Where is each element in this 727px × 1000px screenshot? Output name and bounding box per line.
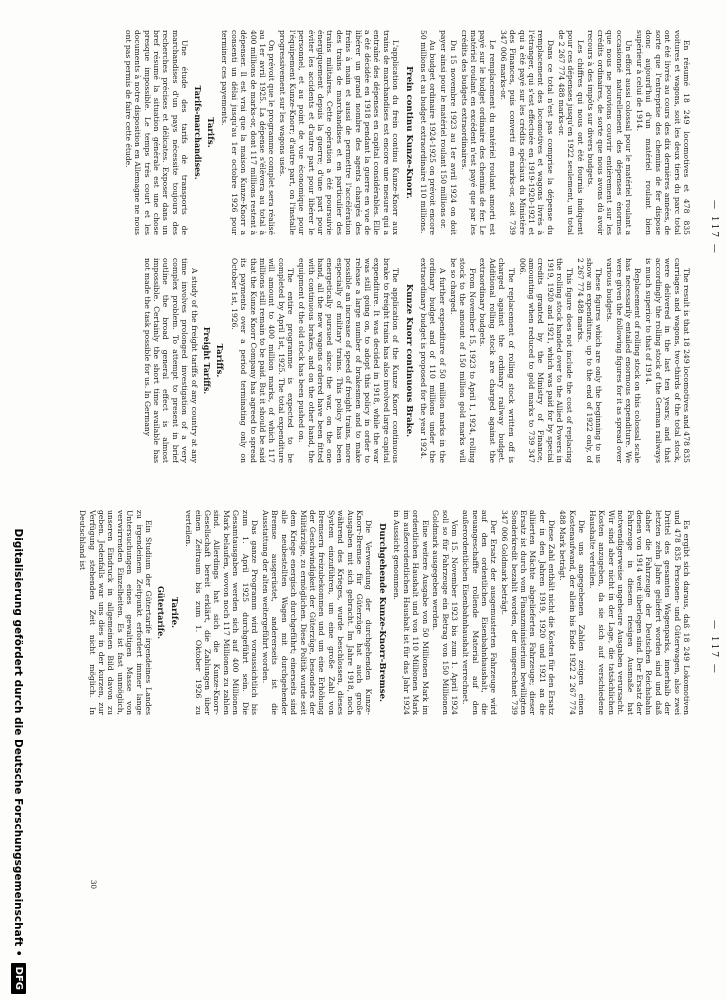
paragraph: The application of the Kunze Knorr continuous brake to freight trains has also involved large capital expenditure. It was decided in 1918, while the war was still going on, to adopt this policy in order to release a large number of brakesmen and to make possible an increase of speed of freight trains, more especially of military trains. This policy has been energetically pursued since the war, on the one hand, all the new wagons ordered have been fitted with continuous brakes, and on the other hand, the equipment of the old stock has been pushed on.	[297, 258, 401, 463]
paragraph: The result is that 18 249 locomotives and 478 835 carriages and wagons, two-thirds of the total stock, were delivered in the last ten years; and that accordingly the rolling stock of the German railways is much superior to that of 1914.	[644, 258, 691, 463]
paragraph: Au budget ordinaire 1924-1925 on prévoit encore 50 millions et au budget extraordinaire 110 millions.	[419, 30, 438, 235]
folio-number: 30	[89, 880, 97, 889]
paragraph: Ein Studium der Gütertarife irgendeines Landes zu irgendeinem Zeitpunkt erfordert immer lange Untersuchungen eines gewaltigen Masse von verwirrenden Einzelheiten. Es ist fast unmöglich, unseren Eindruck in allgemeinen Bild davon zu geben. Jedenfalls war uns dies in der kurzen, zur Verfügung stehenden Zeit nicht möglich. In Deutschland ist	[78, 510, 154, 715]
paragraph: The replacement of rolling stock written off is charged against the ordinary railway budget. Additional rolling stock are charged against the extraordinary budgets.	[478, 258, 516, 463]
french-column	[51, 30, 691, 235]
paragraph: Dans ce total n'est pas comprise la dépense du remplacement des locomotives et wagons livrés à l'étranger, qui s'est effectuée en 1919-1920-1921 et qui a été payé sur les crédits spéciaux du Ministère des Finances, puis converti en marks-or, soit 739 347 006 marks-or.	[498, 30, 555, 235]
section-heading: Tarifs.	[205, 117, 215, 148]
section-heading: Tariffs.	[214, 343, 225, 378]
paragraph: Eine weitere Ausgabe von 50 Millionen Mark im ordentlichen Haushalt und von 110 Millionen Mark im außerordentlichen Haushalt ist für das Jahr 1924 in Aussicht genommen.	[392, 510, 430, 715]
paragraph: A further expenditure of 50 million marks in the ordinary budget and of 110 millions under the extraordinary budget is proposed for the year 1924.	[419, 258, 447, 463]
paragraph: Die uns angegebenen Zahlen zeigen einen Kostenaufwand, der allein bis Ende 1922 2 267 774 488 Mark beträgt.	[558, 510, 587, 715]
footer-credit-text: Digitalisierung gefördert durch die Deutsche Forschungsgemeinschaft •	[12, 528, 25, 957]
paragraph: On prévoit que le programme complet sera réalisé au 1er avril 1925. La dépense s'élèvera au total à 400 millions de marks-or, dont 117 millions restent à dépenser. Il est vrai que la maison Kunze-Knorr a consenti un délai jusqu'au 1er octobre 1926 pour terminer ces payements.	[220, 30, 277, 235]
subsection-heading: Tarifs-marchandises.	[192, 85, 203, 180]
paragraph: Das ganze Programm wird voraussichtlich bis zum 1. April 1925 durchgeführt sein. Die Gesamtausgaben werden sich auf 400 Millionen Mark belaufen, wovon noch 117 Millionen zu zahlen sind. Allerdings hat sich die Kunze-Knorr-Gesellschaft bereit erklärt, die Zahlungen über einen Zeitraum bis zum 1. Oktober 1926 zu verteilen.	[184, 510, 260, 715]
paragraph: Diese Zahl enthält nicht die Kosten für den Ersatz der in den Jahren 1919, 1920 und 1921 an die alliierten Mächte abgelieferten Fahrzeuge; dieser Ersatz ist durch vom Finanzministerium bewilligten Sonderkredit bezahlt worden, der umgerechnet 739 347 006 Goldmark beträgt.	[500, 510, 557, 715]
german-column	[51, 510, 691, 715]
section-heading: Durchgehende Kunze-Knorr-Bremse.	[376, 522, 387, 703]
paragraph: A study of the freight tariffs of any country at any time involves prolonged investigation of a very complex problem. To attempt to present in brief outline the broad general effect is almost impossible. Certainly the short time available has not made the task possible for us. In Germany	[142, 258, 199, 463]
paragraph: Es ergibt sich daraus, daß 18 249 Lokomotiven und 478 835 Personen- und Güterwagen, also zwei Drittel des gesamten Wagenparks, innerhalb der letzten zehn Jahre geliefert worden sind und daß daher die Fahrzeuge der Deutschen Reichsbahn denen von 1914 weit überlegen sind. Der Ersatz der Fahrzeuge in diesem riesigen Ausmaße hat notwendigerweise ungeheure Ausgaben verursacht. Wir sind aber nicht in der Lage, die tatsächlichen Kosten anzugeben, da sie sich auf verschiedene Haushalte verteilen.	[587, 510, 691, 715]
paragraph: These figures which are only the beginning to us show an expenditure, up to the end of 1922 only, of 2 267 774 488 marks.	[575, 258, 604, 463]
paragraph: Die Verwendung der durchgehenden Kunze-Knorr-Bremse für Güterzüge hat auch große Ausgaben mit sich gebracht. Im Jahre 1918, noch während des Krieges, wurde beschlossen, dieses System einzuführen, um eine große Zahl von Bremsern freizubekommen und um eine Erhöhung der Geschwindigkeit der Güterzüge, besonders der Militärzüge, zu ermöglichen. Diese Politik wurde seit dem Kriege energisch durchgeführt; einerseits sind alle neubestellten Wagen mit durchgehender Bremse ausgerüstet, andererseits ist die Ausstattung der alten weitergeführt worden.	[261, 510, 374, 715]
paragraph: En résumé 18 249 locomotives et 478 835 voitures et wagons, soit les deux tiers du parc total ont été livrés au cours des dix dernières années, de sorte que l'entreprise des chemins de fer dispose donc aujourd'hui d'un matériel roulant bien supérieur à celui de 1914.	[634, 30, 691, 235]
paragraph: Du 15 novembre 1923 au 1er avril 1924 on doit payer ainsi pour le matériel roulant 150 millions or.	[439, 30, 458, 235]
paragraph: The entire programme is expected to be completed by April 1st, 1925. The total expenditure will amount to 400 million marks, of which 117 millions still remain to be paid. But it should be said that the Kunze Knorr Company has agreed to spread its payments over a period terminating only on October 1st, 1926.	[229, 258, 296, 463]
paragraph: This figure does not include the cost of replacing the rolling stock handed over to the Allied Powers in 1919, 1920 and 1921, which was paid for by special credits granted by the Ministry of Finance, amounting when reduced to gold marks to 739 347 006.	[517, 258, 574, 463]
paragraph: Les chiffres qui nous ont été fournis indiquent pour ces dépenses jusqu'en 1922 seulement, un total de 2 267 774 488 marks-or.	[556, 30, 585, 235]
english-column	[51, 258, 691, 463]
paragraph: From November 15, 1923 to April 1, 1924, rolling stock to the amount of 150 million gold marks will be so charged.	[448, 258, 477, 463]
paragraph: Replacement of rolling stock on this colossal scale has necessarily entailed enormous expenditure. We were given the following figures for it as spread over various budgets.	[605, 258, 643, 463]
digitization-footer	[0, 0, 37, 1000]
paragraph: Vom 15. November 1923 bis zum 1. April 1924 soll so für Fahrzeuge ein Betrag von 150 Millionen Goldmark ausgegeben werden.	[431, 510, 460, 715]
paragraph: Le remplacement du matériel roulant amorti est payé sur le budget ordinaire des chemins de fer. Le matériel roulant en excédent n'est payé que par les crédits des budgets extraordinaires.	[459, 30, 497, 235]
dfg-logo: DFG	[11, 963, 26, 994]
section-heading: Frein continu Kunze-Knorr.	[403, 66, 414, 199]
subsection-heading: Freight Tariffs.	[202, 326, 212, 395]
subsection-heading: Gütertarife.	[156, 585, 167, 640]
paragraph: Une étude des tarifs de transports de marchandises d'un pays nécessite toujours des recherches précises et délicates. Exposer dans un bref résumé la situation générale est une chose presque impossible. Le temps très court et les documents à notre disposition en Allemagne ne nous ont pas permis de faire cette étude.	[123, 30, 190, 235]
paragraph: Un effort aussi colossal pour le matériel roulant a occasionné naturellement des dépenses énormes que nous ne pouvions couvrir entièrement sur les crédits ordinaires, de sorte que nous avons dû avoir recours à des impôts sur divers budgets.	[586, 30, 634, 235]
section-heading: Tarife.	[168, 596, 179, 629]
paragraph: Der Ersatz der ausgemusterten Fahrzeuge wird auf den ordentlichen Eisenbahnhaushalt, die neuangeschaffte rollende Material auf den außerordentlichen Eisenbahnhaushalt verrechnet.	[461, 510, 499, 715]
page-header-left: — 117 —	[709, 200, 719, 255]
paragraph: L'application du frein continu Kunze-Knorr aux trains de marchandises est encore une mesure qui a entraîné des dépenses en capital considérables. Elle a été décidée en 1918 pendant la guerre en vue de libérer un grand nombre des agents chargés des freins à main et aussi de permettre l'accélération des trains de marchandises et en particulier des trains militaires. Cette opération a été poursuivie énergiquement depuis la guerre; d'une part pour éviter les accidents et d'autre part pour libérer le personnel, et au point de vue économique pour l'équipement Kunze-Knorr; d'autre part, on l'installe progressivement sur les wagons usés.	[278, 30, 401, 235]
page-header-right: — 117 —	[709, 620, 719, 675]
section-heading: Kunze Knorr continuous Brake.	[403, 283, 414, 438]
